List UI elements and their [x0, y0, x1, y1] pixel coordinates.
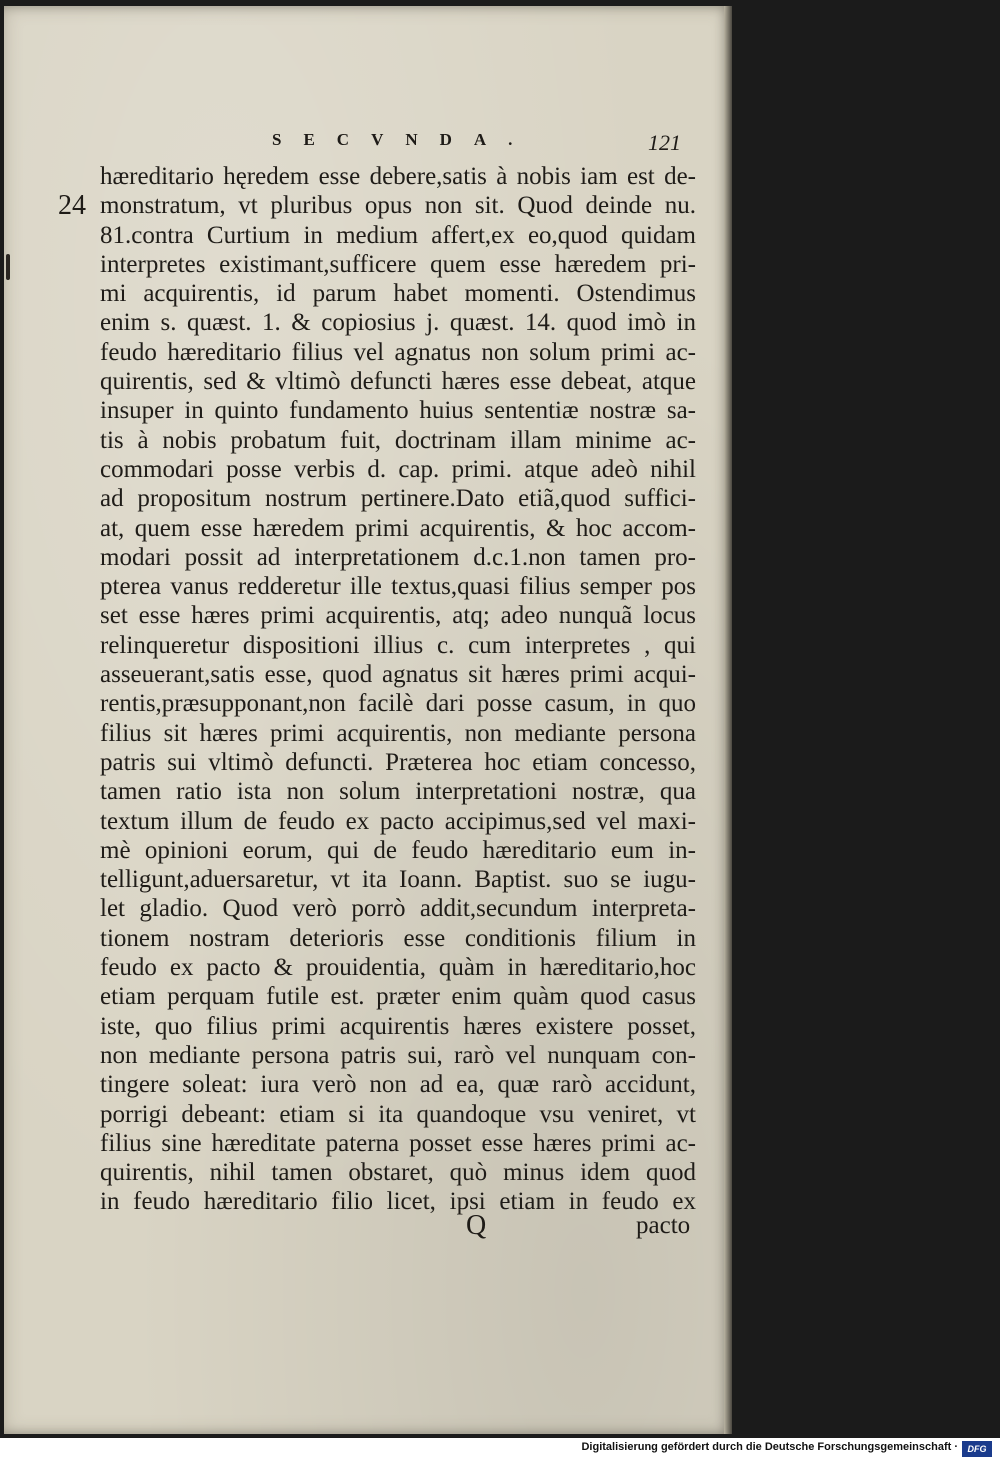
body-text	[100, 162, 696, 1217]
text-line: iste, quo filius primi acquirentis hæres existere posset,	[100, 1012, 696, 1040]
text-line: at, quem esse hæredem primi acquirentis, & hoc accom-	[100, 514, 696, 542]
text-line: porrigi debeant: etiam si ita quandoque vsu veniret, vt	[100, 1100, 696, 1128]
text-line: tis à nobis probatum fuit, doctrinam illam minime ac-	[100, 426, 696, 454]
text-line: tingere soleat: iura verò non ad ea, quæ rarò accidunt,	[100, 1071, 696, 1099]
text-line: patris sui vltimò defuncti. Præterea hoc etiam concesso,	[100, 748, 696, 776]
text-line: set esse hæres primi acquirentis, atq; adeo nunquã locus	[100, 602, 696, 630]
text-line: filius sine hæreditate paterna posset esse hæres primi ac-	[100, 1129, 696, 1157]
text-line: commodari posse verbis d. cap. primi. atque adeò nihil	[100, 455, 696, 483]
margin-mark	[6, 254, 10, 280]
text-line: 81.contra Curtium in medium affert,ex eo,quod quidam	[100, 221, 696, 249]
signature-mark: Q	[466, 1210, 487, 1241]
text-line: rentis,præsupponant,non facilè dari posse casum, in quo	[100, 690, 696, 718]
text-line: asseuerant,satis esse, quod agnatus sit hæres primi acqui-	[100, 661, 696, 689]
text-line: quirentis, nihil tamen obstaret, quò minus idem quod	[100, 1159, 696, 1187]
footer-credit: Digitalisierung gefördert durch die Deutsche Forschungsgemeinschaft ·	[581, 1441, 958, 1453]
catchword: pacto	[636, 1212, 691, 1239]
text-line: quirentis, sed & vltimò defuncti hæres esse debeat, atque	[100, 368, 696, 396]
page-number: 121	[648, 130, 681, 155]
text-line: hæreditario hęredem esse debere,satis à nobis iam est de-	[100, 163, 696, 190]
dfg-logo-icon: DFG	[962, 1441, 992, 1457]
text-line: let gladio. Quod verò porrò addit,secundum interpreta-	[100, 895, 696, 923]
text-line: insuper in quinto fundamento huius sententiæ nostræ sa-	[100, 397, 696, 425]
text-line: ad propositum nostrum pertinere.Dato etiã,quod suffici-	[100, 485, 696, 513]
text-line: textum illum de feudo ex pacto accipimus,sed vel maxi-	[100, 807, 696, 835]
text-line: mi acquirentis, id parum habet momenti. Ostendimus	[100, 280, 696, 308]
text-line: modari possit ad interpretationem d.c.1.non tamen pro-	[100, 543, 696, 571]
text-line: tamen ratio ista non solum interpretationi nostræ, qua	[100, 778, 696, 806]
text-line: feudo hæreditario filius vel agnatus non solum primi ac-	[100, 338, 696, 366]
text-line: filius sit hæres primi acquirentis, non mediante persona	[100, 719, 696, 747]
running-head: SECVNDA.	[272, 130, 535, 149]
text-line: telligunt,aduersaretur, vt ita Ioann. Baptist. suo se iugu-	[100, 866, 696, 894]
text-line: relinqueretur dispositioni illius c. cum interpretes , qui	[100, 631, 696, 659]
text-line: mè opinioni eorum, qui de feudo hæreditario eum in-	[100, 836, 696, 864]
text-line: monstratum, vt pluribus opus non sit. Quod deinde nu.	[100, 192, 696, 220]
text-line: tionem nostram deterioris esse conditionis filium in	[100, 924, 696, 952]
text-line: enim s. quæst. 1. & copiosius j. quæst. 14. quod imò in	[100, 309, 696, 337]
text-line: feudo ex pacto & prouidentia, quàm in hæreditario,hoc	[100, 954, 696, 982]
text-line: non mediante persona patris sui, rarò vel nunquam con-	[100, 1041, 696, 1069]
text-line: pterea vanus redderetur ille textus,quasi filius semper pos	[100, 573, 696, 601]
text-line: in feudo hæreditario filio licet, ipsi etiam in feudo ex	[100, 1188, 696, 1216]
text-line: etiam perquam futile est. præter enim quàm quod casus	[100, 983, 696, 1011]
text-line: interpretes existimant,sufficere quem esse hæredem pri-	[100, 250, 696, 278]
page-edge	[724, 6, 732, 1434]
marginal-number: 24	[58, 190, 86, 221]
